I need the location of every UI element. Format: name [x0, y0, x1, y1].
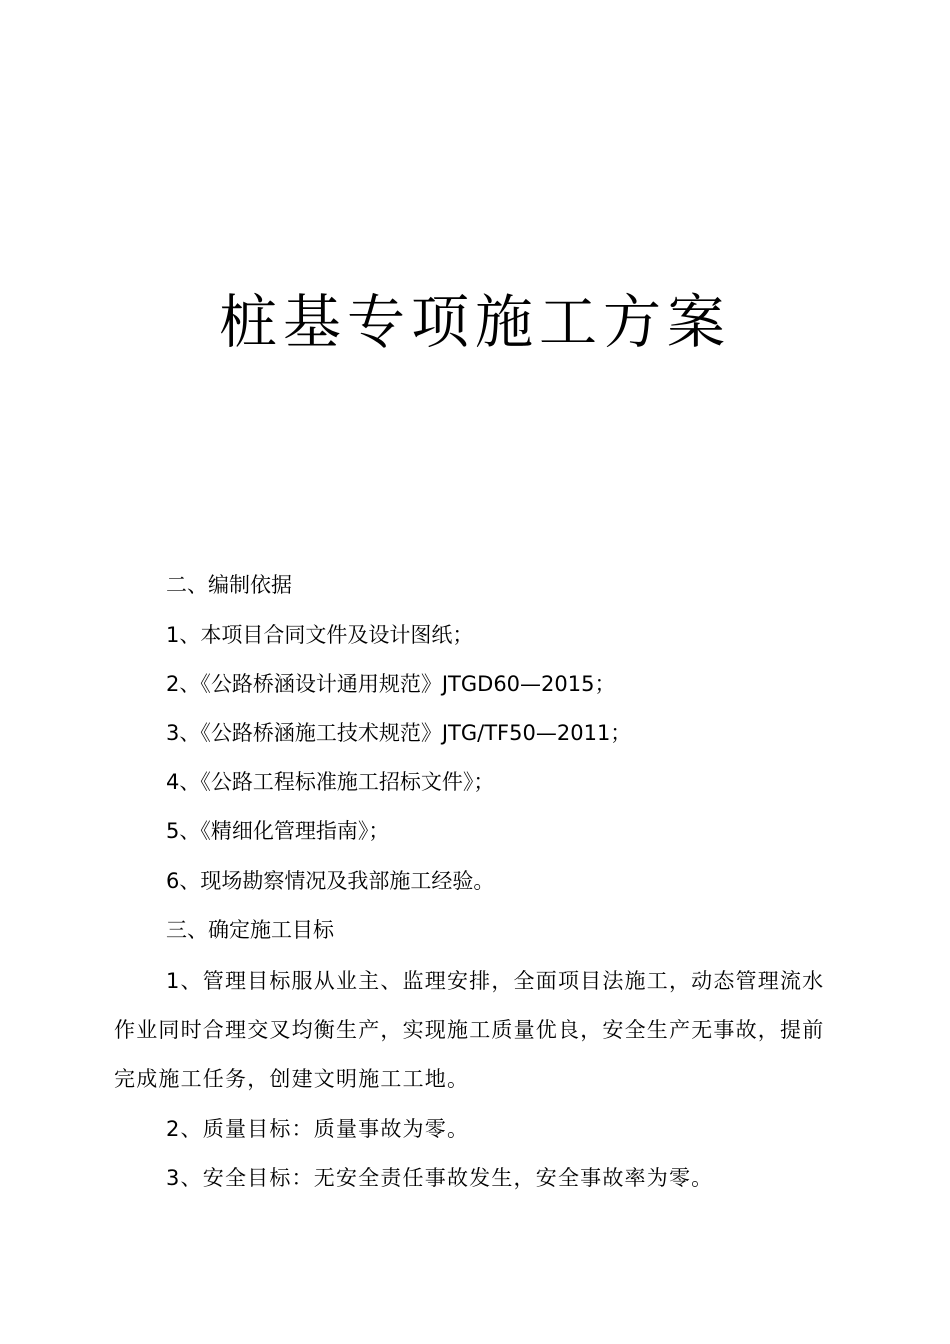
document-title: 桩基专项施工方案 [218, 288, 731, 356]
goal-paragraph-2: 2、质量目标：质量事故为零。 [166, 1117, 470, 1141]
basis-item-3: 3、《公路桥涵施工技术规范》JTG/TF50—2011； [166, 721, 632, 745]
basis-item-1: 1、本项目合同文件及设计图纸； [166, 623, 474, 647]
section-heading-goals: 三、确定施工目标 [166, 918, 334, 942]
section-heading-basis: 二、编制依据 [166, 573, 292, 597]
basis-item-5: 5、《精细化管理指南》； [166, 819, 390, 843]
basis-item-4: 4、《公路工程标准施工招标文件》； [166, 770, 495, 794]
goal-paragraph-3: 3、安全目标：无安全责任事故发生，安全事故率为零。 [166, 1166, 714, 1190]
goal-paragraph-1: 1、管理目标服从业主、监理安排，全面项目法施工，动态管理流水作业同时合理交叉均衡生产，实现施工质量优良，安全生产无事故，提前完成施工任务，创建文明施工工地。 [114, 969, 825, 1091]
basis-item-2: 2、《公路桥涵设计通用规范》JTGD60—2015； [166, 672, 616, 696]
basis-item-6: 6、现场勘察情况及我部施工经验。 [166, 869, 495, 893]
